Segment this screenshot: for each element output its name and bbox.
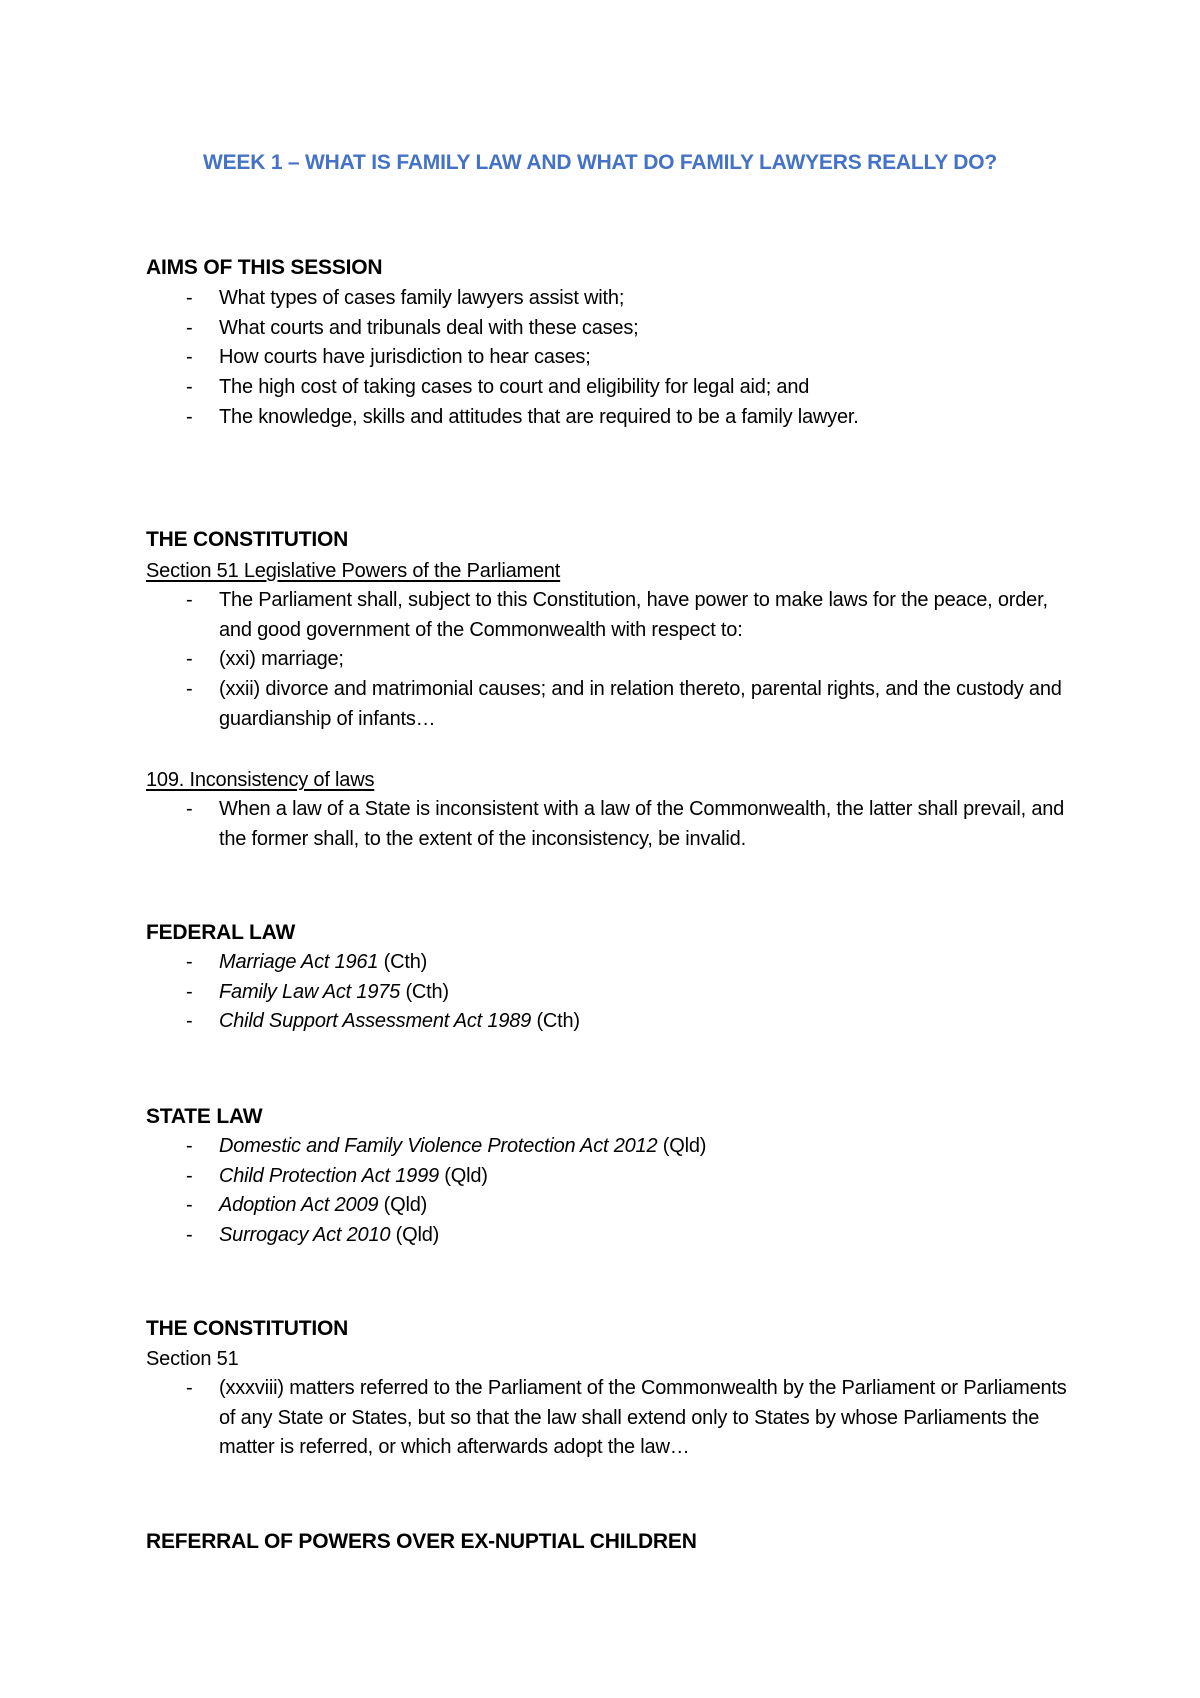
- list-item: - The knowledge, skills and attitudes that are required to be a family lawyer.: [146, 403, 1076, 433]
- jurisdiction: (Qld): [378, 1194, 428, 1217]
- list-item: - The high cost of taking cases to court and eligibility for legal aid; and: [146, 373, 1076, 403]
- act-name: Family Law Act 1975: [219, 980, 401, 1003]
- act-name: Marriage Act 1961: [219, 951, 379, 973]
- jurisdiction: (Cth): [400, 980, 449, 1003]
- section-51-title: Section 51 Legislative Powers of the Parliament: [146, 560, 561, 582]
- list-item: - (xxi) marriage;: [146, 645, 1076, 675]
- state-law-list: [146, 1132, 1076, 1251]
- jurisdiction: (Qld): [390, 1224, 440, 1247]
- referral-heading: REFERRAL OF POWERS OVER EX-NUPTIAL CHILDREN: [146, 1530, 697, 1553]
- list-item: [146, 1191, 1076, 1221]
- section-109-title: 109. Inconsistency of laws: [146, 769, 375, 791]
- section-51-list: [146, 586, 1076, 735]
- list-item: - (xxii) divorce and matrimonial causes; and in relation thereto, parental rights, and the custody and guardianship of infants…: [146, 675, 1076, 734]
- constitution-heading-2: THE CONSTITUTION: [146, 1317, 349, 1340]
- jurisdiction: (Qld): [657, 1135, 707, 1157]
- federal-law-list: [146, 948, 1076, 1037]
- list-item: [146, 948, 1076, 978]
- list-item: - The Parliament shall, subject to this Constitution, have power to make laws for the peace, order, and good government of the Commonwealth with respect to:: [146, 586, 1076, 645]
- constitution-heading: THE CONSTITUTION: [146, 528, 349, 551]
- list-item: [146, 1007, 1076, 1037]
- act-name: Child Protection Act 1999: [219, 1164, 439, 1187]
- list-item: [146, 1132, 1076, 1162]
- list-item: - What courts and tribunals deal with these cases;: [146, 314, 1076, 344]
- act-name: Child Support Assessment Act 1989: [219, 1010, 532, 1033]
- list-item: [146, 978, 1076, 1008]
- section-109-list: [146, 795, 1076, 854]
- jurisdiction: (Cth): [531, 1010, 580, 1033]
- state-law-heading: STATE LAW: [146, 1105, 263, 1128]
- list-item: [146, 1162, 1076, 1192]
- jurisdiction: (Cth): [378, 951, 428, 973]
- federal-law-heading: FEDERAL LAW: [146, 921, 296, 944]
- aims-list: [146, 284, 1076, 433]
- act-name: Adoption Act 2009: [219, 1194, 379, 1217]
- jurisdiction: (Qld): [438, 1164, 488, 1187]
- list-item: - What types of cases family lawyers assist with;: [146, 284, 1076, 314]
- page-title: WEEK 1 – WHAT IS FAMILY LAW AND WHAT DO FAMILY LAWYERS REALLY DO?: [202, 151, 997, 174]
- act-name: Surrogacy Act 2010: [219, 1224, 391, 1247]
- list-item: - How courts have jurisdiction to hear cases;: [146, 343, 1076, 373]
- list-item: [146, 1221, 1076, 1251]
- aims-heading: AIMS OF THIS SESSION: [146, 256, 383, 279]
- list-item: - (xxxviii) matters referred to the Parliament of the Commonwealth by the Parliament or Parliaments of any State or States, but so that the law shall extend only to States by whose Parliaments the matter is referred, or which afterwards adopt the law…: [146, 1374, 1076, 1463]
- section-51-referral-list: [146, 1374, 1076, 1463]
- list-item: - When a law of a State is inconsistent with a law of the Commonwealth, the latter shall prevail, and the former shall, to the extent of the inconsistency, be invalid.: [146, 795, 1076, 854]
- act-name: Domestic and Family Violence Protection Act 2012: [219, 1135, 658, 1157]
- section-51-label: Section 51: [146, 1348, 239, 1370]
